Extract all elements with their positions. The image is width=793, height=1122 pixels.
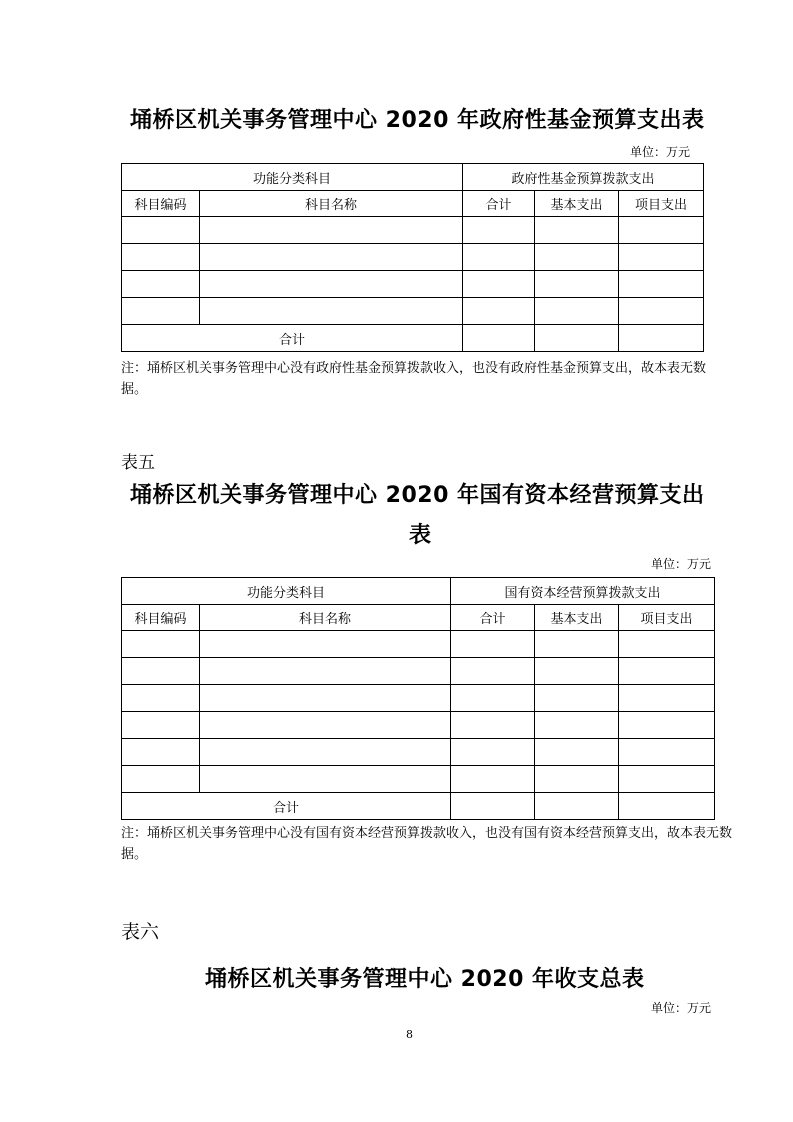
table5-col-project: 项目支出 <box>619 605 715 631</box>
page-number: 8 <box>406 1028 413 1041</box>
table4-col-name: 科目名称 <box>200 191 463 217</box>
table4-title: 埇桥区机关事务管理中心 2020 年政府性基金预算支出表 <box>130 108 705 133</box>
table5-col-name: 科目名称 <box>200 605 451 631</box>
table6-title: 埇桥区机关事务管理中心 2020 年收支总表 <box>205 967 645 992</box>
table6-label: 表六 <box>121 921 160 943</box>
table4-unit: 单位：万元 <box>630 145 691 159</box>
table4-total-label: 合计 <box>122 325 463 352</box>
table-row <box>122 685 715 712</box>
table4-note: 注：埇桥区机关事务管理中心没有政府性基金预算拨款收入，也没有政府性基金预算支出，故本表无数据。 <box>121 361 707 397</box>
table5-grid <box>121 577 715 820</box>
table5-group-left: 功能分类科目 <box>122 578 451 605</box>
table-row <box>122 271 704 298</box>
table5-title-line2: 表 <box>409 523 432 548</box>
table4-col-project: 项目支出 <box>619 191 704 217</box>
table4-group-left: 功能分类科目 <box>122 164 463 191</box>
table5-label: 表五 <box>121 453 155 473</box>
table6-unit: 单位：万元 <box>651 1001 712 1015</box>
table4-col-total: 合计 <box>463 191 535 217</box>
table4-col-basic: 基本支出 <box>535 191 619 217</box>
table5-col-code: 科目编码 <box>122 605 200 631</box>
table5-group-right: 国有资本经营预算拨款支出 <box>451 578 715 605</box>
table-row <box>122 658 715 685</box>
table-row <box>122 298 704 325</box>
table4-col-code: 科目编码 <box>122 191 200 217</box>
table-row <box>122 217 704 244</box>
table4-grid <box>121 163 704 352</box>
table4-group-right: 政府性基金预算拨款支出 <box>463 164 704 191</box>
table5-total-label: 合计 <box>122 793 451 820</box>
table5-note: 注：埇桥区机关事务管理中心没有国有资本经营预算拨款收入，也没有国有资本经营预算支出，故本表无数据。 <box>121 826 733 862</box>
table-row <box>122 739 715 766</box>
table5-unit: 单位：万元 <box>651 557 712 571</box>
table5-title-line1: 埇桥区机关事务管理中心 2020 年国有资本经营预算支出 <box>130 483 705 508</box>
table-row <box>122 244 704 271</box>
table-row <box>122 631 715 658</box>
table-row <box>122 712 715 739</box>
table-row <box>122 766 715 793</box>
table5-col-total: 合计 <box>451 605 535 631</box>
table5-col-basic: 基本支出 <box>535 605 619 631</box>
